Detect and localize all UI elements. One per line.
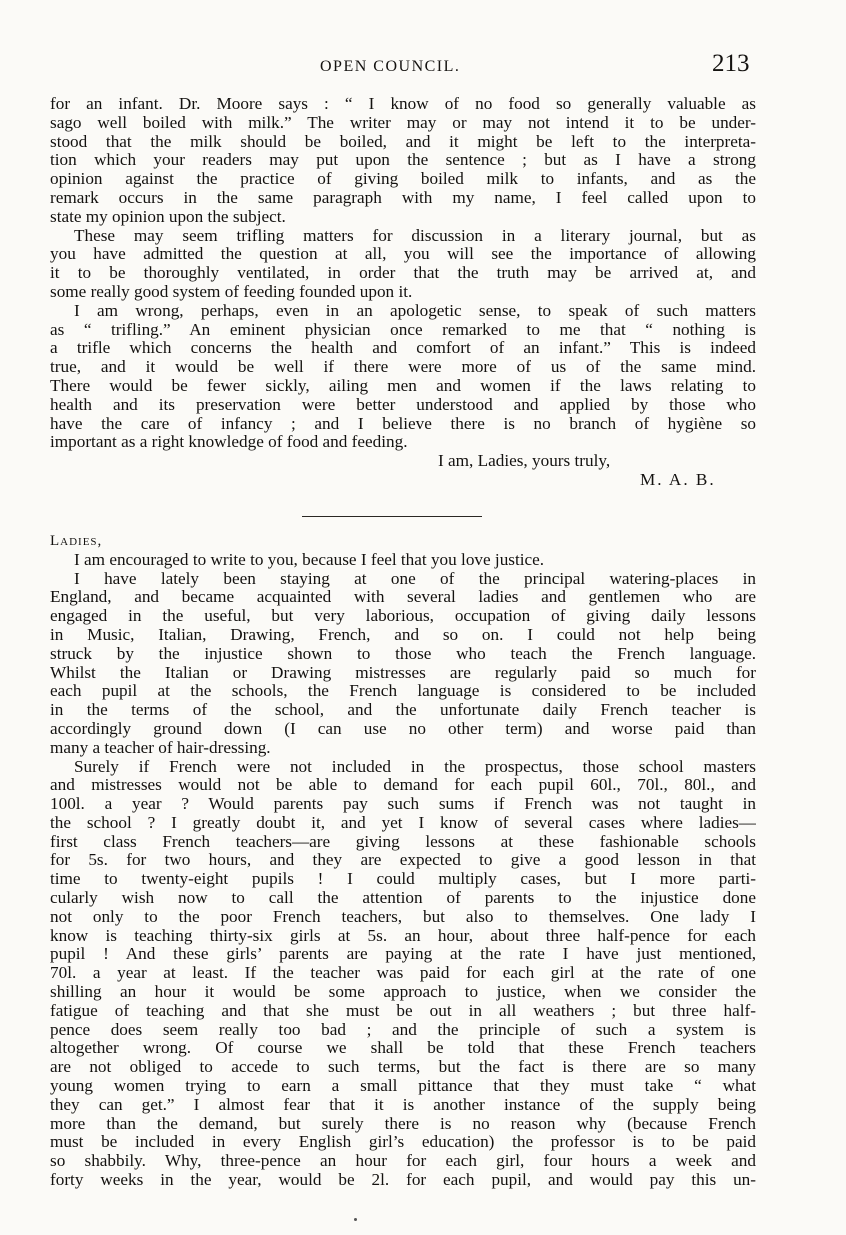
letter-two bbox=[50, 531, 756, 1190]
text-line: important as a right knowledge of food and feeding. bbox=[50, 433, 408, 452]
text-line: shilling an hour it would be some approach to justice, when we consider the bbox=[50, 983, 756, 1002]
text-line: remark occurs in the same paragraph with my name, I feel called upon to bbox=[50, 188, 756, 207]
text-line: are not obliged to accede to such terms, but the fact is there are so many bbox=[50, 1058, 756, 1077]
text-line: forty weeks in the year, would be 2l. for each pupil, and would pay this un- bbox=[50, 1171, 756, 1190]
text-line: more than the demand, but surely there is no reason why (because French bbox=[50, 1114, 756, 1133]
text-line: you have admitted the question at all, you will see the importance of allowing bbox=[50, 245, 756, 264]
text-line: first class French teachers—are giving lessons at these fashionable schools bbox=[50, 832, 756, 851]
text-line: for an infant. Dr. Moore says : “ I know of no food so generally valuable as bbox=[50, 95, 756, 113]
text-line: and mistresses would not be able to demand for each pupil 60l., 70l., 80l., and bbox=[50, 776, 756, 795]
text-line: accordingly ground down (I can use no other term) and worse paid than bbox=[50, 719, 756, 738]
text-line: a trifle which concerns the health and comfort of an infant.” This is indeed bbox=[50, 339, 756, 358]
text-line: 100l. a year ? Would parents pay such sums if French was not taught in bbox=[50, 795, 756, 814]
text-line: I am encouraged to write to you, because I feel that you love justice. bbox=[74, 550, 545, 569]
text-line: tion which your readers may put upon the sentence ; but as I have a strong bbox=[50, 151, 756, 170]
text-line: I am wrong, perhaps, even in an apologetic sense, to speak of such matters bbox=[74, 301, 756, 320]
text-line: health and its preservation were better understood and applied by those who bbox=[50, 395, 756, 414]
text-line: for 5s. for two hours, and they are expected to give a good lesson in that bbox=[50, 851, 756, 870]
page-mark bbox=[354, 1218, 357, 1221]
text-line: each pupil at the schools, the French language is considered to be included bbox=[50, 682, 756, 701]
text-line: altogether wrong. Of course we shall be told that these French teachers bbox=[50, 1039, 756, 1058]
page-number: 213 bbox=[712, 50, 750, 77]
text-line: young women trying to earn a small pittance that they must take “ what bbox=[50, 1077, 756, 1096]
text-line: Whilst the Italian or Drawing mistresses are regularly paid so much for bbox=[50, 663, 756, 682]
text-line: not only to the poor French teachers, but also to themselves. One lady I bbox=[50, 907, 756, 926]
text-line: I have lately been staying at one of the principal watering-places in bbox=[74, 569, 756, 588]
text-line: it to be thoroughly ventilated, in order that the truth may be arrived at, and bbox=[50, 264, 756, 283]
text-line: state my opinion upon the subject. bbox=[50, 207, 286, 226]
letter-signature: M. A. B. bbox=[640, 469, 716, 489]
text-line: must be included in every English girl’s education) the professor is to be paid bbox=[50, 1133, 756, 1152]
page-body bbox=[50, 95, 756, 1190]
text-line: true, and it would be well if there were more of us of the same mind. bbox=[50, 358, 756, 377]
text-line: they can get.” I almost fear that it is another instance of the supply being bbox=[50, 1095, 756, 1114]
text-line: pence does seem really too bad ; and the principle of such a system is bbox=[50, 1020, 756, 1039]
page-header bbox=[0, 50, 846, 80]
text-line: Surely if French were not included in the prospectus, those school masters bbox=[74, 757, 756, 776]
text-line: opinion against the practice of giving boiled milk to infants, and as the bbox=[50, 170, 756, 189]
text-line: some really good system of feeding founded upon it. bbox=[50, 282, 413, 301]
letter-closing: I am, Ladies, yours truly, bbox=[438, 451, 611, 471]
text-line: stood that the milk should be boiled, and it might be left to the interpreta- bbox=[50, 132, 756, 151]
text-line: cularly wish now to call the attention of parents to the injustice done bbox=[50, 889, 756, 908]
text-line: There would be fewer sickly, ailing men and women if the laws relating to bbox=[50, 376, 756, 395]
letter-one bbox=[50, 95, 756, 490]
text-line: 70l. a year at least. If the teacher was paid for each girl at the rate of one bbox=[50, 964, 756, 983]
running-head: OPEN COUNCIL. bbox=[320, 58, 461, 75]
text-line: pupil ! And these girls’ parents are paying at the rate I have just mentioned, bbox=[50, 945, 756, 964]
text-line: know is teaching thirty-six girls at 5s. an hour, about three half-pence for each bbox=[50, 926, 756, 945]
text-line: in the terms of the school, and the unfortunate daily French teacher is bbox=[50, 701, 756, 720]
text-line: so shabbily. Why, three-pence an hour for each girl, four hours a week and bbox=[50, 1152, 756, 1171]
text-line: engaged in the useful, but very laborious, occupation of giving daily lessons bbox=[50, 607, 756, 626]
section-divider bbox=[302, 516, 482, 517]
letter-salutation: Ladies, bbox=[50, 532, 103, 549]
text-line: fatigue of teaching and that she must be out in all weathers ; but three half- bbox=[50, 1001, 756, 1020]
text-line: in Music, Italian, Drawing, French, and so on. I could not help being bbox=[50, 625, 756, 644]
text-line: the school ? I greatly doubt it, and yet I know of several cases where ladies— bbox=[50, 813, 756, 832]
text-line: as “ trifling.” An eminent physician once remarked to me that “ nothing is bbox=[50, 320, 756, 339]
text-line: sago well boiled with milk.” The writer may or may not intend it to be under- bbox=[50, 113, 756, 132]
text-line: have the care of infancy ; and I believe there is no branch of hygiène so bbox=[50, 414, 756, 433]
text-line: many a teacher of hair-dressing. bbox=[50, 738, 271, 757]
text-line: England, and became acquainted with several ladies and gentlemen who are bbox=[50, 588, 756, 607]
text-line: struck by the injustice shown to those who teach the French language. bbox=[50, 644, 756, 663]
text-line: These may seem trifling matters for discussion in a literary journal, but as bbox=[74, 226, 756, 245]
text-line: time to twenty-eight pupils ! I could multiply cases, but I more parti- bbox=[50, 870, 756, 889]
